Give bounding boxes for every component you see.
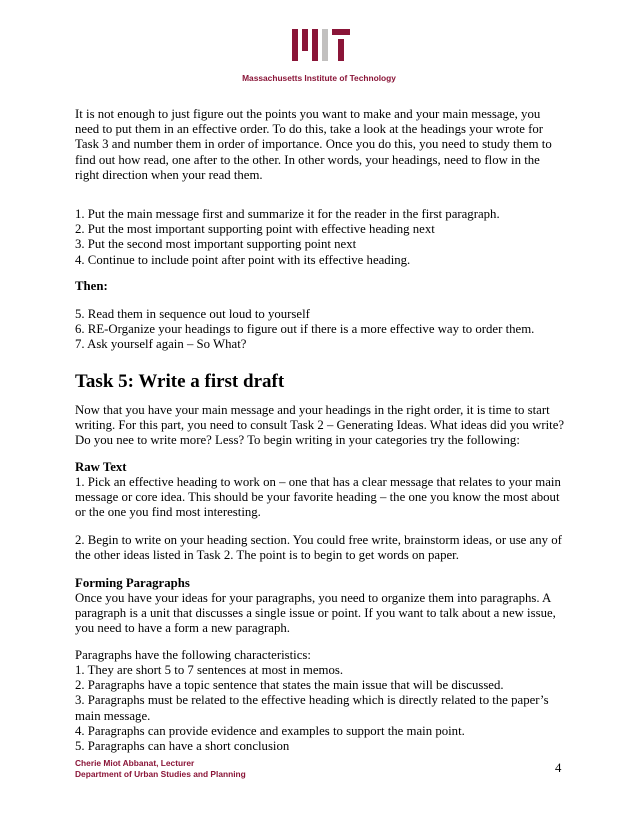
forming-paragraphs-text: Once you have your ideas for your paragraphs, you need to organize them into paragraphs. A paragraph is a unit that discusses a single issue or point. If you want to talk about a new issue, you need to have a form a new paragraph. [75, 591, 556, 636]
list-item: 3. Put the second most important supporting point next [75, 237, 357, 252]
list-item: 5. Paragraphs can have a short conclusion [75, 739, 290, 754]
forming-paragraphs-heading: Forming Paragraphs [75, 576, 190, 590]
logo-bar [322, 29, 328, 61]
list-item: 2. Put the most important supporting point with effective heading next [75, 222, 435, 237]
logo-bar [302, 29, 308, 51]
characteristics-intro: Paragraphs have the following characteristics: [75, 648, 311, 662]
footer [75, 758, 246, 780]
institution-name: Massachusetts Institute of Technology [242, 73, 396, 83]
characteristics-list [75, 663, 565, 754]
list-item: 4. Continue to include point after point with its effective heading. [75, 252, 411, 267]
list-item: 6. RE-Organize your headings to figure out if there is a more effective way to order them. [75, 322, 535, 337]
mit-logo [292, 29, 350, 61]
logo-bar [332, 29, 350, 35]
logo-bar [292, 29, 298, 61]
list-item: 3. Paragraphs must be related to the effective heading which is directly related to the paper’s main message. [75, 693, 549, 723]
raw-text-item-1: 1. Pick an effective heading to work on – one that has a clear message that relates to your main message or core idea. This should be your favorite heading – the one you know the most about or the one you find most interesting. [75, 475, 561, 520]
task-intro: Now that you have your main message and your headings in the right order, it is time to start writing. For this part, you need to consult Task 2 – Generating Ideas. What ideas did you write? Do you nee to write more? Less? To begin writing in your categories try the following: [75, 403, 565, 448]
then-steps-list [75, 307, 565, 353]
list-item: 5. Read them in sequence out loud to yourself [75, 307, 310, 321]
ordering-steps-list [75, 207, 565, 268]
list-item: 4. Paragraphs can provide evidence and examples to support the main point. [75, 723, 465, 738]
raw-text-item-2: 2. Begin to write on your heading section. You could free write, brainstorm ideas, or use any of the other ideas listed in Task 2. The point is to begin to get words on paper. [75, 533, 562, 563]
intro-paragraph [75, 107, 565, 183]
intro-text: It is not enough to just figure out the points you want to make and your main message, you need to put them in an effective order. To do this, take a look at the headings your wrote for Task 3 and number them in order of importance. Once you do this, you need to study them to find out how read, one after to the other. In other words, your headings, need to flow in the right direction when your read them. [75, 107, 552, 182]
then-label: Then: [75, 279, 108, 293]
list-item: 7. Ask yourself again – So What? [75, 337, 247, 352]
list-item: 1. They are short 5 to 7 sentences at most in memos. [75, 663, 344, 677]
footer-author: Cherie Miot Abbanat, Lecturer [75, 758, 195, 768]
list-item: 1. Put the main message first and summarize it for the reader in the first paragraph. [75, 207, 500, 221]
task-heading: Task 5: Write a first draft [75, 371, 285, 392]
list-item: 2. Paragraphs have a topic sentence that states the main issue that will be discussed. [75, 678, 504, 693]
raw-text-heading: Raw Text [75, 460, 127, 474]
footer-department: Department of Urban Studies and Planning [75, 769, 246, 779]
logo-bar [338, 39, 344, 61]
logo-bar [312, 29, 318, 61]
page-number: 4 [555, 761, 562, 775]
